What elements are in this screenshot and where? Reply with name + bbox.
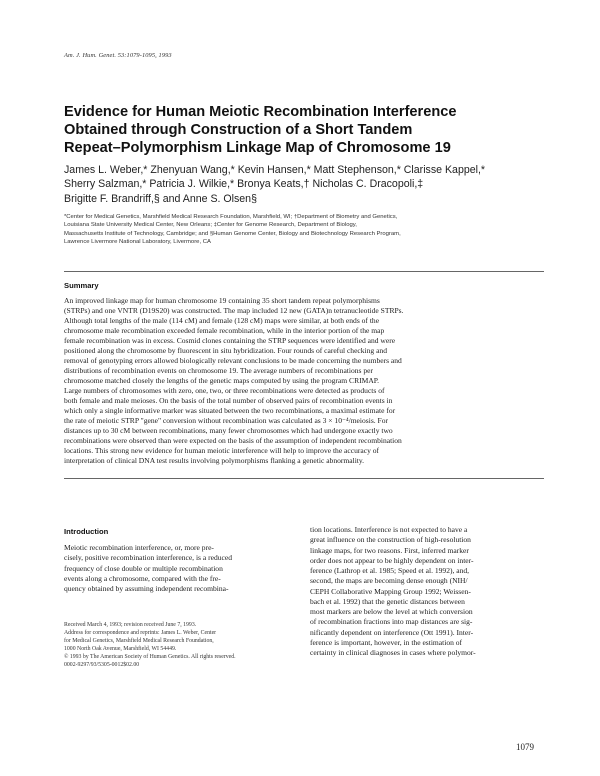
author-line: Sherry Salzman,* Patricia J. Wilkie,* Bronya Keats,† Nicholas C. Dracopoli,‡ [64,178,424,191]
footnote-line: 1000 North Oak Avenue, Marshfield, WI 54449. [64,645,177,652]
affiliation-line: Lawrence Livermore National Laboratory, Livermore, CA [64,238,211,245]
summary-line: distributions of recombination events on chromosome 19. The average numbers of recombinations per [64,366,373,376]
summary-line: positioned along the chromosome by fluorescent in situ hybridization. Four rounds of careful checking and [64,346,387,356]
intro-line: frequency of close double or multiple recombination [64,563,223,573]
intro-line: tion locations. Interference is not expected to have a [310,525,468,534]
summary-line: chromosome matched closely the lengths of the genetic maps computed by using the program CRIMAP. [64,376,380,386]
intro-line: most markers are below the level at which conversion [310,607,473,616]
intro-left-column [64,543,290,594]
footnote-line: for Medical Genetics, Marshfield Medical Research Foundation, [64,637,214,644]
summary-abstract [64,296,544,466]
article-footnote [64,622,290,669]
intro-line: great influence on the construction of high-resolution [310,535,471,545]
summary-line: locations. This strong new evidence for human meiotic interference will help to improve the accuracy of [64,446,380,456]
intro-line: second, the maps are becoming dense enough (NIH/ [310,576,468,586]
summary-bottom-rule [64,478,544,479]
footnote-line: Address for correspondence and reprints: James L. Weber, Center [64,629,217,636]
author-line: James L. Weber,* Zhenyuan Wang,* Kevin Hansen,* Matt Stephenson,* Clarisse Kappel,* [64,164,486,176]
footnote-line: Received March 4, 1993; revision received June 7, 1993. [64,622,197,628]
summary-line: removal of genotyping errors allowed biologically relevant conclusions to be made concerning the numbers and [64,356,402,366]
intro-line: ference is important, however, in the estimation of [310,637,463,647]
footnote-line: © 1993 by The American Society of Human Genetics. All rights reserved. [64,653,236,660]
intro-line: linkage maps, for two reasons. First, inferred marker [310,545,469,555]
summary-line: An improved linkage map for human chromosome 19 containing 35 short tandem repeat polymorphisms [64,296,380,305]
intro-line: CEPH Collaborative Mapping Group 1992; Weissen- [310,586,471,596]
author-list [64,163,564,206]
title-line: Repeat–Polymorphism Linkage Map of Chromosome 19 [64,140,451,156]
summary-line: Large numbers of chromosomes with zero, one, two, or three recombinations were detected as products of [64,386,385,396]
author-line: Brigitte F. Brandriff,§ and Anne S. Olsen§ [64,192,257,205]
title-line: Obtained through Construction of a Short Tandem [64,122,413,138]
summary-line: female recombination was in excess. Cosmid clones containing the STRP sequences were identified and were [64,336,396,346]
summary-line: the rate of meiotic STRP "gene" conversion without recombination was calculated as 3 × 10⁻⁴/meiosis. For [64,416,389,426]
intro-line: of recombination fractions into map distances are sig- [310,617,473,627]
intro-line: bach et al. 1992) that the genetic distances between [310,596,465,606]
affiliation-line: Massachusetts Institute of Technology, Cambridge; and §Human Genome Center, Biology and Biotechnology Research Program, [64,230,401,237]
summary-line: both female and male meioses. On the basis of the total number of observed pairs of recombination events in [64,396,393,406]
page-number: 1079 [516,742,534,752]
intro-line: events along a chromosome, compared with the fre- [64,573,221,583]
affiliations [64,213,564,246]
intro-line: Meiotic recombination interference, or, more pre- [64,543,214,552]
summary-line: interpretation of clinical DNA test results involving polymorphisms flanking a genetic abnormality. [64,456,365,466]
title-line: Evidence for Human Meiotic Recombination Interference [64,104,457,120]
summary-line: distances up to 30 cM between recombinations, many fewer chromosomes which had undergone exactly two [64,426,393,436]
introduction-heading: Introduction [64,527,109,536]
summary-top-rule [64,271,544,272]
footnote-line: 0002-9297/93/5305-0012$02.00 [64,661,140,668]
affiliation-line: Louisiana State University Medical Center, New Orleans; ‡Center for Genome Research, Department of Biology, [64,222,357,229]
intro-line: quency obtained by assuming independent recombina- [64,584,229,593]
summary-line: which only a single informative marker was situated between the two recombinations, a maximal estimate for [64,406,396,416]
summary-heading: Summary [64,281,99,290]
intro-line: nificantly dependent on interference (Ott 1991). Inter- [310,627,474,637]
summary-line: recombinations were observed than were expected on the basis of the assumption of independent recombination [64,436,402,446]
article-title [64,103,544,157]
running-head: Am. J. Hum. Genet. 53:1079-1095, 1993 [64,52,172,59]
summary-line: chromosome male recombination exceeded female recombination, while in the interior portion of the map [64,326,385,336]
intro-line: order does not appear to be highly dependent on inter- [310,555,474,565]
intro-line: certainty in clinical diagnoses in cases where polymor- [310,648,476,657]
intro-right-column [310,525,544,658]
intro-line: ference (Lathrop et al. 1985; Speed et al. 1992), and, [310,566,470,575]
affiliation-line: *Center for Medical Genetics, Marshfield Medical Research Foundation, Marshfield, WI; †Department of Biometry and Genetics, [64,214,398,220]
summary-line: (STRPs) and one VNTR (D19S20) was constructed. The map included 12 new (GATA)n tetranucleotide STRPs. [64,306,404,316]
intro-line: cisely, positive recombination interference, is a reduced [64,553,232,563]
summary-line: Although total lengths of the male (114 cM) and female (128 cM) maps were similar, at both ends of the [64,316,380,326]
